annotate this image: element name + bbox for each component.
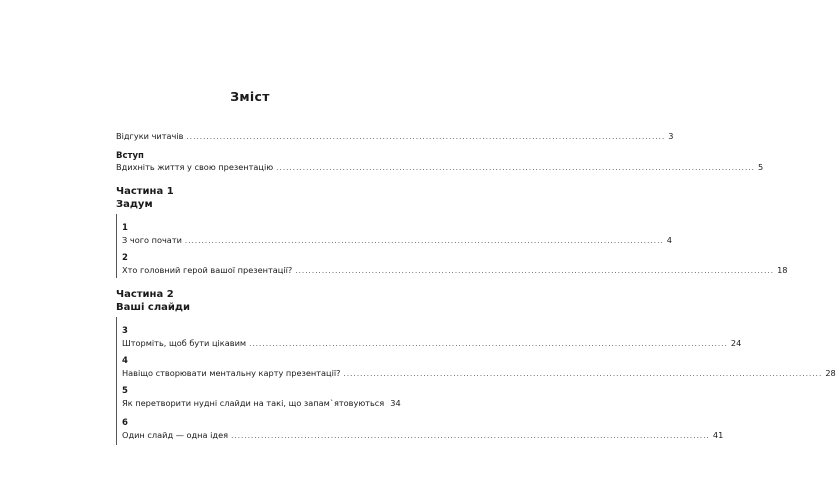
leader-dots: ................................................................................................................................................	[249, 340, 728, 348]
chapter-number: 5	[122, 386, 128, 396]
part-label: Частина 2	[116, 289, 174, 300]
toc-entry-label: Один слайд — одна ідея	[122, 430, 229, 440]
toc-entry-chapter	[122, 338, 742, 350]
toc-entry-page: 41	[712, 430, 724, 440]
part-title: Задум	[116, 199, 153, 210]
toc-entry-chapter	[122, 430, 724, 442]
toc-entry-page: 5	[758, 162, 764, 172]
toc-entry-page: 28	[825, 368, 836, 378]
leader-dots: ................................................................................................................................................	[231, 432, 710, 440]
toc-entry-label: З чого почати	[122, 235, 182, 245]
toc-entry-page: 18	[777, 265, 788, 275]
chapter-number: 3	[122, 326, 128, 336]
part-divider-line	[116, 214, 117, 278]
leader-dots: ................................................................................................................................................	[343, 370, 823, 378]
part-title: Ваші слайди	[116, 302, 190, 313]
toc-title: Зміст	[230, 89, 270, 104]
toc-entry-chapter	[122, 398, 401, 410]
toc-entry-chapter	[122, 235, 672, 247]
toc-entry-intro	[116, 162, 764, 174]
part-divider-line	[116, 317, 117, 445]
chapter-number: 1	[122, 223, 128, 233]
toc-entry-chapter	[122, 368, 836, 380]
leader-dots: ................................................................................................................................................	[186, 133, 666, 141]
toc-entry-label: Відгуки читачів	[116, 131, 184, 141]
toc-entry-page: 34	[390, 398, 401, 408]
toc-entry-page: 3	[668, 131, 674, 141]
toc-entry-chapter	[122, 265, 788, 277]
chapter-number: 6	[122, 418, 128, 428]
toc-entry-label: Навіщо створювати ментальну карту презентації?	[122, 368, 341, 378]
toc-entry-label: Хто головний герой вашої презентації?	[122, 265, 293, 275]
leader-dots: ................................................................................................................................................	[276, 164, 755, 172]
intro-heading: Вступ	[116, 151, 144, 161]
leader-dots: ................................................................................................................................................	[295, 267, 775, 275]
chapter-number: 4	[122, 356, 128, 366]
toc-entry-page: 4	[666, 235, 672, 245]
chapter-number: 2	[122, 253, 128, 263]
part-label: Частина 1	[116, 186, 174, 197]
leader-dots: ................................................................................................................................................	[184, 237, 664, 245]
toc-entry-page: 24	[730, 338, 742, 348]
toc-entry-label: Вдихніть життя у свою презентацію	[116, 162, 274, 172]
toc-entry-reviews	[116, 131, 674, 143]
toc-entry-label: Шторміть, щоб бути цікавим	[122, 338, 247, 348]
toc-entry-label: Як перетворити нудні слайди на такі, що запам`ятовуються	[122, 398, 385, 408]
